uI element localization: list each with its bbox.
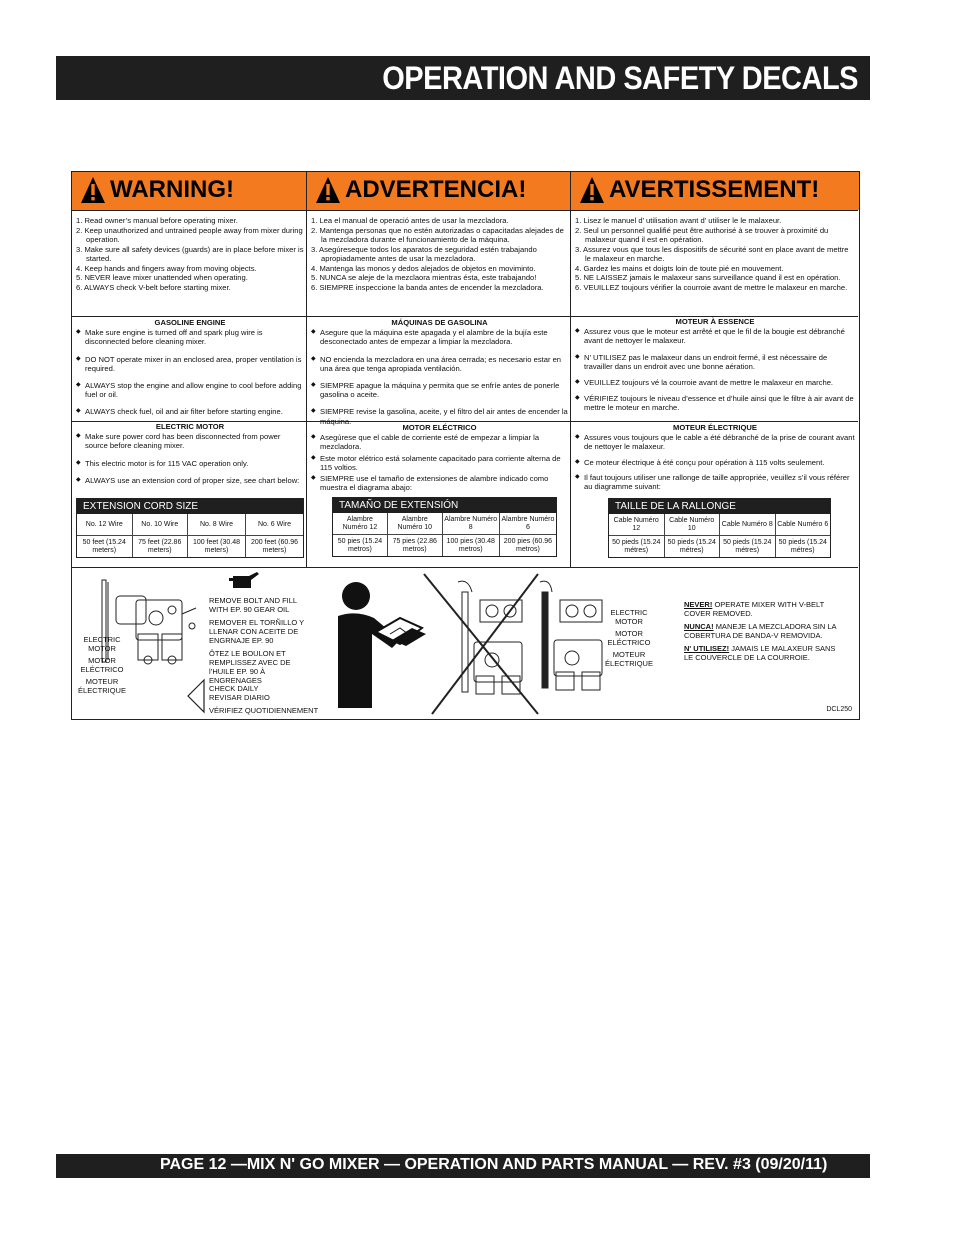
rule-item: 2. Keep unauthorized and untrained people away from mixer during operation. (76, 225, 303, 244)
rule-item: 2. Mantenga personas que no estén autorizadas o capacitadas alejades de la mezcladora durante el funcionamiento de la máquina. (311, 225, 564, 244)
bullet-item: ◆ Assures vous toujours que le cable a été débranché de la prise de courant avant de nettoyer le malaxeur. (575, 433, 855, 451)
oil-can-icon (227, 570, 263, 590)
rule-item: 6. SIEMPRE inspeccione la banda antes de encender la mezcladora. (311, 282, 544, 292)
table-cell: 200 feet (60.96 meters) (250, 538, 299, 554)
warning-heading: WARNING! (110, 176, 234, 203)
table-cell: 50 pieds (15.24 métres) (609, 536, 664, 558)
rule-item: 1. Read owner’s manual before operating mixer. (76, 216, 238, 225)
moteur-essence-section (575, 317, 855, 420)
advertencia-rules (311, 216, 568, 293)
motor-label: ELECTRIC MOTOR MOTOR ELÉCTRICO MOTEUR ÉLECTRIQUE (78, 635, 126, 695)
advertencia-header (307, 172, 571, 210)
table-cell: 50 pieds (15.24 métres) (778, 538, 827, 554)
table-cell: Alambre Numéro 6 (499, 513, 556, 535)
check-daily-text: CHECK DAILY REVISAR DIARIO VÉRIFIEZ QUOTIDIENNEMENT (209, 684, 319, 715)
rule-item: 3. Make sure all safety devices (guards) are in place before mixer is started. (76, 244, 304, 263)
warning-header (72, 172, 307, 210)
rule-item: 3. Assurez vous que tous les dispositifs de sécurité sont en place avant de mettre le malaxeur en marche. (575, 244, 849, 263)
rule-item: 2. Seul un personnel qualifié peut être authorisé à se trouver à proximité du malaxeur quand il est en opération. (575, 225, 829, 244)
advertencia-heading: ADVERTENCIA! (345, 176, 527, 203)
illustration-row (72, 568, 858, 718)
table-cell: 200 pies (60.96 metros) (503, 537, 553, 553)
bullet-item: ◆ Este motor elétrico está solamente capacitado para corriente alterna de 115 voltios. (311, 454, 568, 472)
page-title: OPERATION AND SAFETY DECALS (382, 61, 858, 97)
table-cell: 50 pieds (15.24 métres) (720, 536, 776, 558)
rule-item: 5. NUNCA se aleje de la mezclaora mientras ésta, este trabajando! (311, 273, 537, 283)
section-title: ELECTRIC MOTOR (155, 422, 225, 431)
table-cell: Alambre Numéro 10 (387, 513, 442, 535)
table-cell: Cable Numéro 8 (720, 514, 776, 536)
section-title: MÁQUINAS DE GASOLINA (391, 318, 488, 327)
table-cell: No. 12 Wire (77, 514, 132, 536)
table-cell: No. 8 Wire (188, 514, 246, 536)
section-title: MOTOR ELÉCTRICO (402, 423, 477, 432)
section-title: GASOLINE ENGINE (154, 318, 226, 327)
safety-decal (71, 171, 860, 720)
bullet-item: ◆ Ce moteur électrique à été conçu pour opération à 115 volts seulement. (575, 458, 855, 467)
rule-item: 3. Asegúreseque todos los aparatos de seguridad estén trabajando apropiadamente antes de usar la mezcladora. (311, 244, 537, 263)
bullet-item: ◆ Assurez vous que le moteur est arrêté et que le fil de la bougie est débranché avant de nettoyer le malaxeur. (575, 327, 855, 345)
mixer-with-cover-illustration (534, 578, 614, 696)
rule-item: 4. Gardez les mains et doigts loin de toute pié en mouvement. (575, 263, 784, 273)
table-cell: No. 10 Wire (132, 514, 188, 536)
gasoline-engine-section (76, 318, 304, 425)
decal-code: DCL250 (826, 706, 852, 713)
bullet-item: ◆ ALWAYS use an extension cord of proper size, see chart below: (76, 476, 304, 485)
bullet-item: ◆ Make sure power cord has been disconnected from power source before cleaning mixer. (76, 432, 304, 450)
bullet-item: ◆ SIEMPRE use el tamaño de extensiones de alambre indicado como muestra el diagrama abajo: (311, 474, 568, 492)
bullet-item: ◆ ALWAYS stop the engine and allow engine to cool before adding fuel or oil. (76, 381, 304, 399)
table-title: EXTENSION CORD SIZE (77, 499, 303, 514)
rule-item: 5. NEVER leave mixer unattended when operating. (76, 273, 248, 283)
table-cell: Alambre Numéro 12 (333, 513, 387, 535)
taille-rallonge-table (608, 498, 831, 558)
bullet-item: ◆ ALWAYS check fuel, oil and air filter before starting engine. (76, 407, 304, 416)
section-title: MOTEUR À ESSENCE (675, 317, 755, 326)
table-cell: Alambre Numéro 8 (442, 513, 499, 535)
bullet-item: ◆ VÉRIFIEZ toujours le niveau d’essence et d’huile ainsi que le filtre à air avant de mettre le moteur en marche. (575, 394, 855, 412)
rule-item: 4. Mantenga las monos y dedos alejados de objetos en moviminto. (311, 263, 536, 273)
warning-triangle-icon (315, 176, 341, 204)
bullet-item: ◆ DO NOT operate mixer in an enclosed area, proper ventilation is required. (76, 355, 304, 373)
warning-triangle-icon (80, 176, 106, 204)
table-cell: Cable Numéro 12 (609, 514, 664, 536)
table-cell: 100 feet (30.48 meters) (188, 536, 246, 558)
table-cell: 50 pieds (15.24 métres) (664, 536, 720, 558)
bullet-item: ◆ Il faut toujours utiliser une rallonge de taille appropriée, veuillez s’il vous référer au diagramme suivant: (575, 473, 855, 491)
table-cell: 75 pies (22.86 metros) (387, 535, 442, 557)
never-remove-cover-text: NEVER! OPERATE MIXER WITH V-BELT COVER REMOVED. NUNCA! MANEJE LA MEZCLADORA SIN LA COBERTURA DE BANDA-V REMOVIDA. N' UTILISEZ! JAMAIS LE MALAXEUR SANS LE COUVERCLE DE LA COURROIE. (684, 600, 837, 662)
moteur-electrique-section (575, 423, 855, 497)
table-cell: Cable Numéro 10 (664, 514, 720, 536)
rule-item: 1. Lea el manual de operació antes de usar la mezcladora. (311, 216, 509, 225)
page-footer-text: PAGE 12 —MIX N' GO MIXER — OPERATION AND PARTS MANUAL — REV. #3 (09/20/11) (160, 1156, 828, 1173)
bullet-item: ◆ Asegure que la máquina este apagada y el alambre de la bujía este desconectado antes de empezar a limpiar la mezcladora. (311, 328, 568, 346)
bullet-item: ◆ NO encienda la mezcladora en una área cerrada; es necesario estar en una área que tenga apropiada ventilación. (311, 355, 568, 373)
gear-oil-instructions: REMOVE BOLT AND FILL WITH EP. 90 GEAR OIL REMOVER EL TORÑILLO Y LLENAR CON ACEITE DE ENGRNAJE EP. 90 ÔTEZ LE BOULON ET REMPLISSEZ AVEC DE l’HUILE EP. 90 À ENGRENAGES (209, 596, 305, 685)
electric-motor-section (76, 422, 304, 493)
motor-electrico-section (311, 423, 568, 494)
bullet-item: ◆ SIEMPRE apague la máquina y permita que se enfríe antes de ponerle gasolina o aceite. (311, 381, 568, 399)
avertissement-heading: AVERTISSEMENT! (609, 176, 820, 203)
bullet-item: ◆ VEUILLEZ toujours vé la courroie avant de mettre le malaxeur en marche. (575, 378, 855, 387)
bullet-item: ◆ Make sure engine is turned off and spark plug wire is disconnected before cleaning mixer. (76, 328, 304, 346)
rule-item: 1. Lisez le manuel d’ utilisation avant d’ utiliser le le malaxeur. (575, 216, 782, 225)
table-cell: 50 feet (15.24 meters) (77, 536, 132, 558)
rule-item: 6. ALWAYS check V-belt before starting mixer. (76, 282, 231, 292)
table-cell: Cable Numéro 6 (775, 514, 830, 536)
bullet-item: ◆ N’ UTILISEZ pas le malaxeur dans un endroit fermé, il est nécessaire de travailler dans un endroit avec une bonne aération. (575, 353, 855, 371)
maquinas-gasolina-section (311, 318, 568, 434)
avertissement-header (571, 172, 859, 210)
check-daily-icon (184, 678, 208, 714)
warning-rules (76, 216, 304, 293)
tamano-extension-table (332, 497, 557, 557)
extension-cord-table (76, 498, 304, 558)
motor-label-2: ELECTRIC MOTOR MOTOR ELÉCTRICO MOTEUR ÉLECTRIQUE (605, 608, 653, 668)
table-cell: 100 pies (30.48 metros) (442, 535, 499, 557)
warning-triangle-icon (579, 176, 605, 204)
no-cover-prohibited-illustration (422, 572, 542, 716)
table-cell: 50 pies (15.24 metros) (333, 535, 387, 557)
table-cell: 75 feet (22.86 meters) (132, 536, 188, 558)
rule-item: 5. NE LAISSEZ jamais le malaxeur sans surveillance quand il est en opération. (575, 273, 841, 283)
rule-item: 4. Keep hands and fingers away from moving objects. (76, 263, 257, 273)
avertissement-rules (575, 216, 855, 293)
table-cell: No. 6 Wire (245, 514, 303, 536)
section-title: MOTEUR ÉLECTRIQUE (673, 423, 757, 432)
bullet-item: ◆ Asegúrese que el cable de corriente esté de empezar a limpiar la mezcladora. (311, 433, 568, 451)
bullet-item: ◆ SIEMPRE revise la gasolina, aceite, y el filtro del air antes de encender la máquina. (311, 407, 568, 425)
rule-item: 6. VEUILLEZ toujours vérifier la courroie avant de mettre le malaxeur en marche. (575, 282, 848, 292)
page-footer-bar (56, 1154, 870, 1178)
bullet-item: ◆ This electric motor is for 115 VAC operation only. (76, 459, 304, 468)
page-header-bar (56, 56, 870, 100)
table-title: TAILLE DE LA RALLONGE (609, 499, 830, 514)
table-title: TAMAÑO DE EXTENSIÓN (333, 498, 556, 513)
